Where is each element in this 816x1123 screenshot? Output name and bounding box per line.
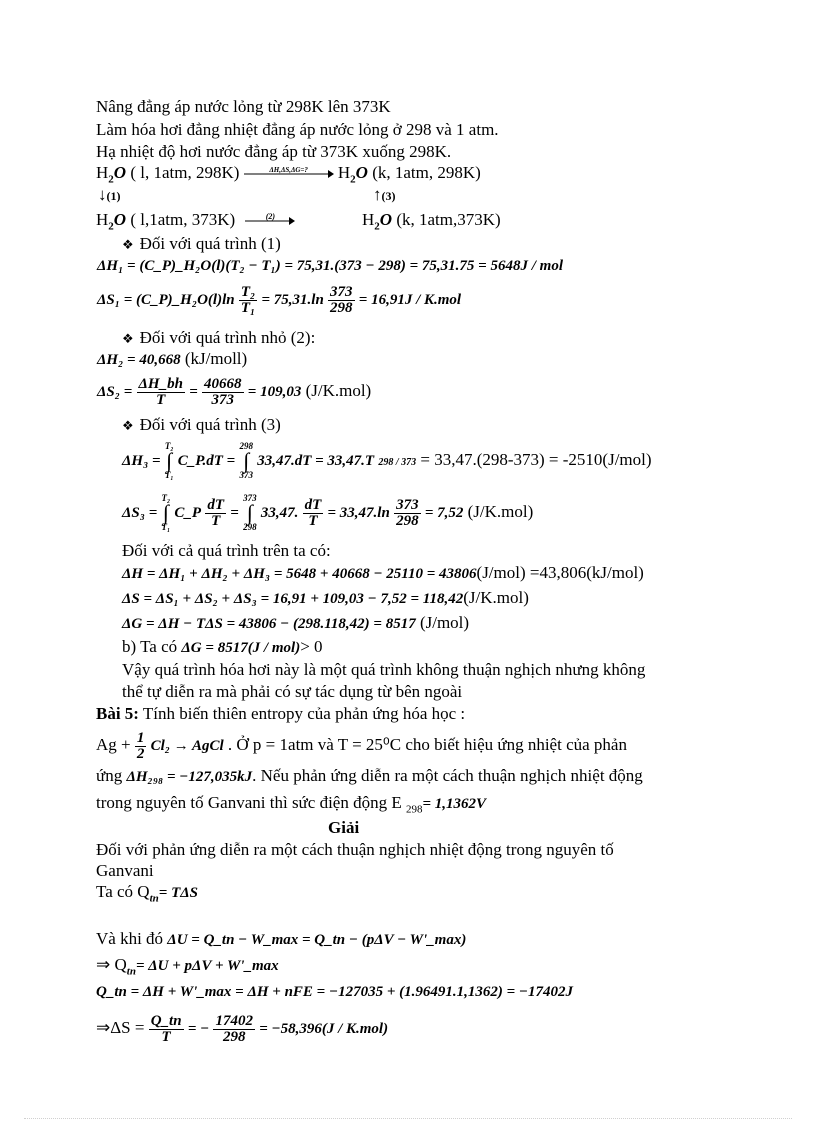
process2-dH2: ΔH₂ = 40,668 (kJ/moll) [97, 349, 248, 368]
solution-line-2: Ganvani [96, 861, 154, 880]
scheme-top-left: ( l, 1atm, 298K) [130, 163, 240, 182]
bai5-reaction: Ag + $\frac{1}{2}$ Cl₂ → AgCl . Ở p = 1atm và T = 25⁰C cho biết hiệu ứng nhiệt của phản [96, 729, 627, 762]
integral-icon: T₂ ∫ T₁ [164, 441, 174, 481]
scheme-step3: ↑(3) [373, 185, 396, 204]
bai5-line3: trong nguyên tố Ganvani thì sức điện động E $_{298}$= 1,1362V [96, 793, 487, 816]
integral-icon: T₂ ∫ T₁ [161, 493, 171, 533]
solution-line-1: Đối với phản ứng diễn ra một cách thuận nghịch nhiệt động trong nguyên tố [96, 840, 614, 859]
solution-heading: Giải [328, 818, 360, 837]
footer-divider [24, 1118, 792, 1119]
total-dS: ΔS = ΔS₁ + ΔS₂ + ΔS₃ = 16,91 + 109,03 − 7,52 = 118,42(J/K.mol) [122, 588, 529, 607]
scheme-arrow-bottom [245, 211, 295, 231]
intro-line-3: Hạ nhiệt độ hơi nước đẳng áp từ 373K xuống 298K. [96, 142, 452, 161]
process1-dH1: ΔH₁ = (C_P)_H₂O(l)(T₂ − T₁) = 75,31.(373 − 298) = 75,31.75 = 5648J / mol [97, 258, 563, 274]
bai5-title: Bài 5: Tính biến thiên entropy của phản ứng hóa học : [96, 704, 466, 723]
q-tn-line: Ta có $Q_{tn}= T\Delta S$ [96, 882, 198, 905]
process3-heading: ❖ Đối với quá trình (3) [122, 415, 281, 434]
scheme-bottom-left-row: $H_2O$ ( l,1atm, 373K) (2) [96, 210, 295, 236]
scheme-arrow-bottom-label: (2) [265, 212, 276, 222]
intro-line-2: Làm hóa hơi đẳng nhiệt đẳng áp nước lỏng ở 298 và 1 atm. [96, 120, 499, 139]
process3-dH3: ΔH₃ = T₂ ∫ T₁ C_P.dT = 298 ∫ 373 33,47.dT = 33,47.T 298 / 373 = 33,47.(298-373) = -2510(J/mol) [122, 441, 652, 481]
du-line: Và khi đó ΔU = Q_tn − W_max = Q_tn − (pΔV − W'_max) [96, 929, 467, 948]
implies-line-1: ⇒ $Q_{tn}= \Delta U + p\Delta V$ + W'_max [96, 955, 279, 978]
process1-dS1: ΔS₁ = (C_P)_H₂O(l)ln $\frac{\text{T₂}}{\text{T₁}}$ = 75,31.ln $\frac{373}{298}$ = 16,91J / K.mol [97, 283, 462, 316]
total-heading: Đối với cả quá trình trên ta có: [122, 541, 331, 560]
conclusion-line-1: Vậy quá trình hóa hơi này là một quá trình không thuận nghịch nhưng không [122, 660, 646, 679]
scheme-step1: ↓(1) [98, 185, 121, 204]
total-dH: ΔH = ΔH₁ + ΔH₂ + ΔH₃ = 5648 + 40668 − 25110 = 43806(J/mol) =43,806(kJ/mol) [122, 563, 644, 582]
process2-dS2: ΔS₂ = $\frac{\Delta H\_bh}{T}$ = $\frac{40668}{373}$ = 109,03 (J/K.mol) [97, 375, 372, 408]
scheme-top-row: $H_2O$ ( l, 1atm, 298K) ΔH,ΔS,ΔG=? $H_2O$ (k, 1atm, 298K) [96, 163, 481, 189]
scheme-arrow-top [244, 164, 334, 184]
diamond-bullet-icon: ❖ [122, 418, 134, 433]
integral-icon: 298 ∫ 373 [239, 441, 253, 481]
process1-heading: ❖ Đối với quá trình (1) [122, 234, 281, 253]
up-arrow-icon: ↑ [373, 185, 382, 204]
qtn-line: Q_tn = ΔH + W'_max = ΔH + nFE = −127035 + (1.96491.1,1362) = −17402J [96, 984, 573, 1000]
integral-icon: 373 ∫ 298 [243, 493, 257, 533]
intro-line-1: Nâng đẳng áp nước lỏng từ 298K lên 373K [96, 97, 391, 116]
scheme-bottom-right: (k, 1atm,373K) [396, 210, 501, 229]
total-dG: ΔG = ΔH − TΔS = 43806 − (298.118,42) = 8517 (J/mol) [122, 613, 470, 632]
scheme-bottom-left: ( l,1atm, 373K) [130, 210, 236, 229]
scheme-arrow-top-label: ΔH,ΔS,ΔG=? [269, 166, 308, 175]
diamond-bullet-icon: ❖ [122, 331, 134, 346]
conclusion-line-2: thể tự diễn ra mà phải có sự tác dụng từ bên ngoài [122, 682, 463, 701]
process2-heading: ❖ Đối với quá trình nhỏ (2): [122, 328, 316, 347]
process3-dS3: ΔS₃ = T₂ ∫ T₁ C_P $\frac{dT}{T}$ = 373 ∫ 298 33,47. $\frac{dT}{T}$ = 33,47.ln $\frac{373}{298}$ = 7,52 (J/K.mol) [122, 493, 534, 533]
down-arrow-icon: ↓ [98, 185, 107, 204]
part-b: b) Ta có ΔG = 8517(J / mol)> 0 [122, 637, 323, 656]
bai5-line2: ứng ΔH₂₉₈ = −127,035kJ. Nếu phản ứng diễn ra một cách thuận nghịch nhiệt động [96, 766, 643, 785]
scheme-top-right: (k, 1atm, 298K) [372, 163, 481, 182]
scheme-bottom-right-row: $H_2O$ (k, 1atm,373K) [362, 210, 501, 233]
diamond-bullet-icon: ❖ [122, 237, 134, 252]
final-dS-line: ⇒ΔS = $\frac{Q\_tn}{T}$ = − $\frac{17402}{298}$ = −58,396(J / K.mol) [96, 1012, 389, 1045]
